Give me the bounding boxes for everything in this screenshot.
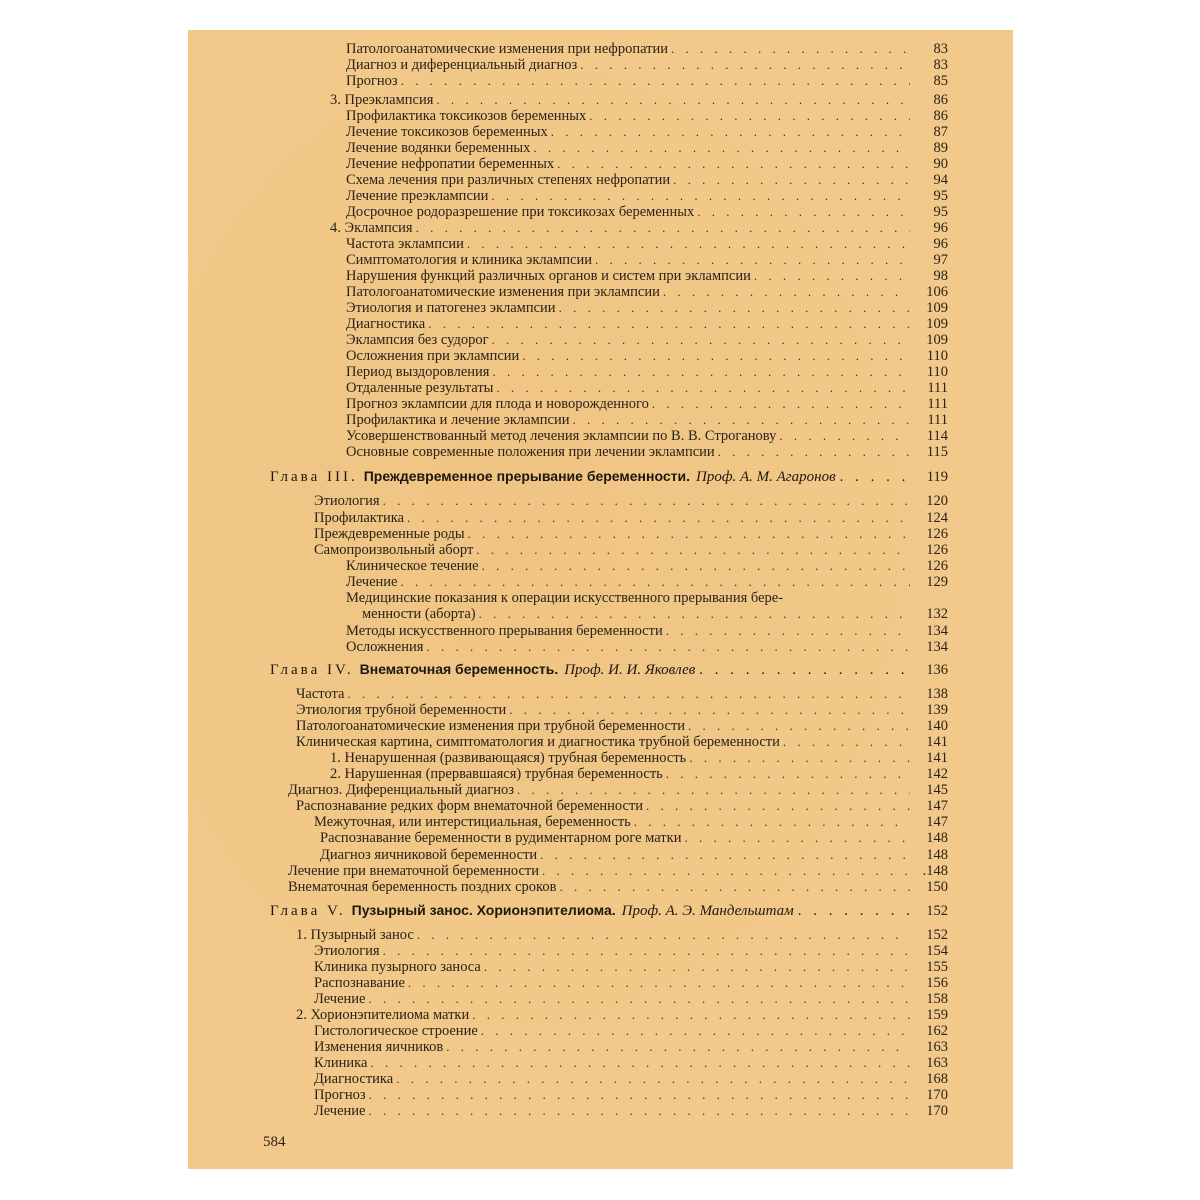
toc-entry-page: 96	[933, 236, 948, 252]
toc-entry-label: менности (аборта)	[362, 606, 476, 622]
toc-entry-page: 97	[933, 252, 948, 268]
toc-entry	[346, 268, 913, 284]
toc-entry	[330, 766, 913, 782]
toc-entry	[314, 943, 913, 959]
toc-entry-label: Лечение нефропатии беременных	[346, 156, 555, 172]
toc-entry-page: 111	[927, 380, 948, 396]
toc-entry	[288, 863, 913, 879]
dot-leader	[509, 702, 910, 718]
dot-leader	[479, 606, 910, 622]
toc-entry-label: Частота эклампсии	[346, 236, 464, 252]
toc-entry	[346, 348, 913, 364]
toc-entry-label: 1. Ненарушенная (развивающаяся) трубная беременность	[330, 750, 687, 766]
chapter-title: Внематочная беременность.	[359, 661, 559, 677]
dot-leader	[542, 863, 910, 879]
toc-entry-page: 142	[926, 766, 948, 782]
dot-leader	[666, 623, 910, 639]
toc-entry-label: Частота	[296, 686, 345, 702]
toc-entry-label: Профилактика	[314, 510, 405, 526]
toc-entry-page: 148	[926, 847, 948, 863]
toc-entry	[346, 590, 913, 606]
chapter-heading	[270, 468, 913, 486]
toc-entry-page: 83	[933, 41, 948, 57]
toc-entry	[346, 57, 913, 73]
toc-entry-label: Патологоанатомические изменения при эклампсии	[346, 284, 660, 300]
chapter-page: 119	[926, 469, 948, 485]
toc-entry	[346, 558, 913, 574]
toc-entry-page: 109	[926, 332, 948, 348]
toc-entry-page: 139	[926, 702, 948, 718]
toc-entry-page: 147	[926, 814, 948, 830]
toc-entry-label: Диагностика	[346, 316, 426, 332]
dot-leader	[436, 92, 910, 108]
toc-entry-label: Лечение токсикозов беременных	[346, 124, 548, 140]
toc-entry-page: 126	[926, 558, 948, 574]
dot-leader	[467, 236, 910, 252]
dot-leader	[417, 927, 910, 943]
toc-entry-page: 89	[933, 140, 948, 156]
toc-entry-label: Распознавание	[314, 975, 405, 991]
dot-leader	[428, 316, 910, 332]
toc-entry-label: Этиология	[314, 943, 380, 959]
toc-entry	[346, 316, 913, 332]
toc-entry	[296, 798, 913, 814]
dot-leader	[369, 991, 911, 1007]
dot-leader	[754, 268, 910, 284]
toc-entry-page: 95	[933, 188, 948, 204]
toc-entry	[346, 444, 913, 460]
toc-entry	[362, 606, 913, 622]
chapter-heading	[270, 661, 913, 679]
toc-entry-page: 126	[926, 526, 948, 542]
toc-entry-label: Диагноз и диференциальный диагноз	[346, 57, 578, 73]
toc-entry-page: 159	[926, 1007, 948, 1023]
toc-entry-label: Клиника	[314, 1055, 368, 1071]
dot-leader	[446, 1039, 910, 1055]
toc-entry-page: 109	[926, 300, 948, 316]
toc-entry-page: 138	[926, 686, 948, 702]
toc-entry-label: Усовершенствованный метод лечения эклампсии по В. В. Строганову	[346, 428, 777, 444]
toc-entry-label: Методы искусственного прерывания беременности	[346, 623, 663, 639]
dot-leader	[492, 332, 910, 348]
dot-leader	[370, 1055, 910, 1071]
dot-leader	[401, 574, 911, 590]
toc-entry-page: 90	[933, 156, 948, 172]
dot-leader	[472, 1007, 910, 1023]
chapter-number: Глава IV.	[270, 662, 354, 678]
toc-entry-label: Диагностика	[314, 1071, 394, 1087]
dot-leader	[572, 412, 910, 428]
toc-entry-page: 86	[933, 92, 948, 108]
toc-entry-label: 2. Нарушенная (прервавшаяся) трубная беременность	[330, 766, 663, 782]
dot-leader	[697, 204, 910, 220]
toc-entry	[346, 172, 913, 188]
toc-entry-page: 124	[926, 510, 948, 526]
dot-leader	[522, 348, 910, 364]
dot-leader	[482, 558, 910, 574]
toc-entry	[314, 959, 913, 975]
toc-entry-label: Симптоматология и клиника эклампсии	[346, 252, 592, 268]
dot-leader	[533, 140, 910, 156]
toc-entry-page: 106	[926, 284, 948, 300]
toc-entry	[346, 108, 913, 124]
chapter-page: 152	[926, 903, 948, 919]
dot-leader	[468, 526, 910, 542]
toc-entry	[314, 1103, 913, 1119]
toc-entry-page: 158	[926, 991, 948, 1007]
toc-entry-label: Лечение	[346, 574, 398, 590]
toc-entry	[346, 188, 913, 204]
chapter-number: Глава III.	[270, 469, 358, 485]
toc-entry-label: Клиническое течение	[346, 558, 479, 574]
chapter-author: Проф. А. Э. Мандельштам	[621, 903, 794, 919]
toc-entry	[288, 879, 913, 895]
toc-entry-page: 109	[926, 316, 948, 332]
toc-entry-label: Изменения яичников	[314, 1039, 444, 1055]
toc-entry-page: 163	[926, 1055, 948, 1071]
toc-entry	[346, 623, 913, 639]
toc-entry-label: Осложнения при эклампсии	[346, 348, 520, 364]
toc-entry-page: 155	[926, 959, 948, 975]
toc-entry	[346, 332, 913, 348]
dot-leader	[416, 220, 910, 236]
toc-entry-label: Нарушения функций различных органов и систем при эклампсии	[346, 268, 751, 284]
dot-leader	[396, 1071, 910, 1087]
toc-entry-page: 115	[926, 444, 948, 460]
toc-entry-label: Профилактика токсикозов беременных	[346, 108, 587, 124]
toc-entry	[320, 830, 913, 846]
dot-leader	[407, 510, 910, 526]
dot-leader	[481, 1023, 910, 1039]
toc-entry-label: Период выздоровления	[346, 364, 490, 380]
dot-leader	[634, 814, 910, 830]
chapter-title: Пузырный занос. Хорионэпителиома.	[351, 902, 616, 918]
toc-entry	[296, 702, 913, 718]
toc-entry-page: 141	[926, 750, 948, 766]
toc-entry-page: 170	[926, 1103, 948, 1119]
dot-leader	[557, 156, 910, 172]
toc-entry	[314, 493, 913, 509]
toc-entry-label: Профилактика и лечение эклампсии	[346, 412, 570, 428]
toc-entry-page: .148	[922, 863, 948, 879]
toc-entry	[314, 975, 913, 991]
toc-entry	[346, 73, 913, 89]
toc-entry	[314, 1087, 913, 1103]
toc-entry-page: 170	[926, 1087, 948, 1103]
toc-entry-label: 3. Преэклампсия	[330, 92, 434, 108]
dot-leader	[673, 172, 910, 188]
toc-entry-label: 2. Хорионэпителиома матки	[296, 1007, 470, 1023]
dot-leader	[496, 380, 910, 396]
toc-entry-label: Лечение преэклампсии	[346, 188, 489, 204]
toc-entry-label: Диагноз яичниковой беременности	[320, 847, 538, 863]
toc-entry-label: Медицинские показания к операции искусственного прерывания бере-	[346, 590, 784, 606]
dot-leader	[540, 847, 910, 863]
toc-entry	[346, 396, 913, 412]
dot-leader	[484, 959, 910, 975]
toc-entry-page: 163	[926, 1039, 948, 1055]
toc-entry-label: Клиническая картина, симптоматология и диагностика трубной беременности	[296, 734, 780, 750]
dot-leader	[666, 766, 910, 782]
dot-leader	[408, 975, 910, 991]
toc-entry-label: Межуточная, или интерстициальная, беременность	[314, 814, 631, 830]
dot-leader	[699, 662, 909, 679]
toc-entry	[330, 220, 913, 236]
toc-entry-page: 134	[926, 639, 948, 655]
chapter-author: Проф. И. И. Яковлев	[564, 662, 696, 678]
toc-entry-page: 96	[933, 220, 948, 236]
toc-entry-page: 87	[933, 124, 948, 140]
toc-entry-label: Досрочное родоразрешение при токсикозах беременных	[346, 204, 695, 220]
toc-entry	[296, 927, 913, 943]
toc-entry	[288, 782, 913, 798]
dot-leader	[347, 686, 910, 702]
toc-entry-label: Распознавание редких форм внематочной беременности	[296, 798, 644, 814]
toc-entry	[296, 1007, 913, 1023]
toc-entry-label: Этиология трубной беременности	[296, 702, 507, 718]
toc-entry	[296, 686, 913, 702]
dot-leader	[383, 943, 910, 959]
toc-entry-label: Этиология и патогенез эклампсии	[346, 300, 556, 316]
toc-entry-label: Отдаленные результаты	[346, 380, 494, 396]
dot-leader	[491, 188, 910, 204]
dot-leader	[476, 542, 910, 558]
toc-entry-label: Самопроизвольный аборт	[314, 542, 474, 558]
toc-entry-label: 4. Эклампсия	[330, 220, 413, 236]
chapter-author: Проф. А. М. Агаронов	[695, 469, 836, 485]
toc-entry-label: Прогноз	[314, 1087, 366, 1103]
toc-entry-page: 111	[927, 396, 948, 412]
toc-entry-page: 141	[926, 734, 948, 750]
toc-entry-page: 85	[933, 73, 948, 89]
toc-entry-page: 95	[933, 204, 948, 220]
toc-entry-page: 168	[926, 1071, 948, 1087]
toc-entry	[346, 428, 913, 444]
dot-leader	[589, 108, 910, 124]
toc-entry	[346, 412, 913, 428]
toc-entry	[314, 510, 913, 526]
toc-entry	[296, 718, 913, 734]
toc-entry-label: Лечение водянки беременных	[346, 140, 531, 156]
toc-entry	[346, 252, 913, 268]
dot-leader	[652, 396, 910, 412]
toc-entry-label: Схема лечения при различных степенях нефропатии	[346, 172, 671, 188]
toc-entry-page: 145	[926, 782, 948, 798]
page-number: 584	[263, 1134, 286, 1150]
toc-entry-page: 94	[933, 172, 948, 188]
toc-entry-label: Лечение	[314, 1103, 366, 1119]
toc-entry	[314, 1055, 913, 1071]
toc-entry-label: Прогноз эклампсии для плода и новорожденного	[346, 396, 649, 412]
dot-leader	[663, 284, 910, 300]
toc-entry-label: Осложнения	[346, 639, 424, 655]
toc-entry-page: 134	[926, 623, 948, 639]
chapter-number: Глава V.	[270, 903, 346, 919]
toc-entry-label: Лечение при внематочной беременности	[288, 863, 539, 879]
toc-entry-label: Клиника пузырного заноса	[314, 959, 481, 975]
dot-leader	[426, 639, 910, 655]
toc-entry-label: Патологоанатомические изменения при трубной беременности	[296, 718, 686, 734]
toc-entry-page: 83	[933, 57, 948, 73]
toc-entry	[346, 639, 913, 655]
toc-entry-page: 110	[926, 348, 948, 364]
toc-entry	[314, 991, 913, 1007]
toc-entry-page: 110	[926, 364, 948, 380]
toc-entry	[346, 236, 913, 252]
toc-entry-label: Основные современные положения при лечении эклампсии	[346, 444, 715, 460]
toc-entry-page: 140	[926, 718, 948, 734]
toc-entry	[330, 92, 913, 108]
toc-entry	[314, 814, 913, 830]
toc-entry-page: 126	[926, 542, 948, 558]
toc-entry-page: 98	[933, 268, 948, 284]
toc-entry	[346, 124, 913, 140]
toc-entry	[296, 734, 913, 750]
toc-entry	[346, 204, 913, 220]
chapter-title: Преждевременное прерывание беременности.	[363, 468, 690, 484]
dot-leader	[401, 73, 910, 89]
toc-entry-label: Распознавание беременности в рудиментарном роге матки	[320, 830, 682, 846]
dot-leader	[369, 1087, 910, 1103]
toc-entry-label: 1. Пузырный занос	[296, 927, 414, 943]
toc-entry	[314, 542, 913, 558]
toc-entry-page: 129	[926, 574, 948, 590]
dot-leader	[718, 444, 910, 460]
toc-entry-page: 154	[926, 943, 948, 959]
dot-leader	[580, 57, 910, 73]
toc-entry	[320, 847, 913, 863]
toc-entry-page: 148	[926, 830, 948, 846]
toc-entry-label: Прогноз	[346, 73, 398, 89]
toc-entry-label: Этиология	[314, 493, 380, 509]
dot-leader	[517, 782, 910, 798]
dot-leader	[559, 879, 910, 895]
toc-entry-page: 150	[926, 879, 948, 895]
toc-entry-page: 111	[927, 412, 948, 428]
dot-leader	[383, 493, 910, 509]
toc-entry-page: 132	[926, 606, 948, 622]
toc-entry-page: 162	[926, 1023, 948, 1039]
dot-leader	[688, 718, 910, 734]
toc-entry	[314, 526, 913, 542]
toc-entry-label: Внематочная беременность поздних сроков	[288, 879, 557, 895]
book-page	[188, 30, 1013, 1169]
toc-entry	[346, 41, 913, 57]
toc-entry-page: 120	[926, 493, 948, 509]
toc-entry	[346, 300, 913, 316]
toc-entry	[346, 156, 913, 172]
toc-entry	[346, 284, 913, 300]
dot-leader	[551, 124, 910, 140]
dot-leader	[595, 252, 910, 268]
toc-entry	[346, 364, 913, 380]
toc-entry-page: 114	[926, 428, 948, 444]
dot-leader	[559, 300, 910, 316]
toc-entry-label: Эклампсия без судорог	[346, 332, 489, 348]
toc-entry	[346, 574, 913, 590]
toc-entry	[314, 1071, 913, 1087]
toc-entry-page: 147	[926, 798, 948, 814]
toc-entry	[314, 1023, 913, 1039]
toc-entry-label: Диагноз. Диференциальный диагноз	[288, 782, 515, 798]
toc-entry	[346, 380, 913, 396]
toc-entry-label: Лечение	[314, 991, 366, 1007]
toc-entry-label: Гистологическое строение	[314, 1023, 478, 1039]
toc-entry-label: Патологоанатомические изменения при нефропатии	[346, 41, 669, 57]
dot-leader	[689, 750, 910, 766]
toc-entry	[330, 750, 913, 766]
toc-entry-label: Преждевременные роды	[314, 526, 465, 542]
chapter-heading	[270, 902, 913, 920]
dot-leader	[646, 798, 910, 814]
toc-entry	[346, 140, 913, 156]
toc-entry-page: 86	[933, 108, 948, 124]
toc-entry	[314, 1039, 913, 1055]
dot-leader	[671, 41, 910, 57]
toc-entry-page: 156	[926, 975, 948, 991]
dot-leader	[684, 830, 910, 846]
dot-leader	[369, 1103, 911, 1119]
chapter-page: 136	[926, 662, 948, 678]
toc-entry-page: 152	[926, 927, 948, 943]
dot-leader	[492, 364, 910, 380]
